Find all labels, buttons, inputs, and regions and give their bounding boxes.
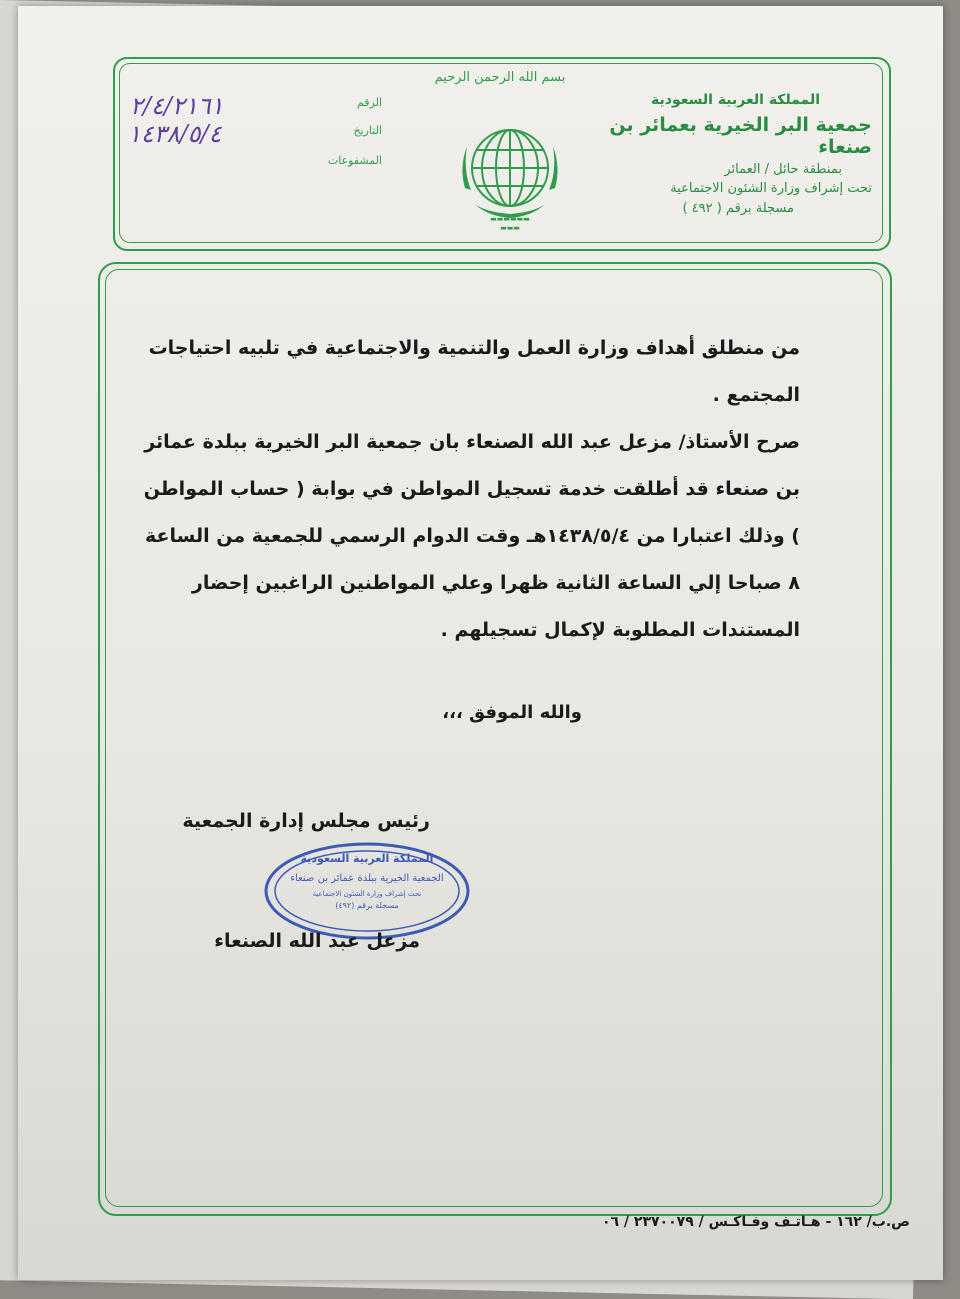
organization-supervision: تحت إشراف وزارة الشئون الاجتماعية — [670, 181, 872, 196]
organization-name: جمعية البر الخيرية بعمائر بن صنعاء — [609, 114, 872, 158]
signer-title: رئيس مجلس إدارة الجمعية — [182, 810, 430, 832]
ref-date-label: التاريخ — [353, 124, 382, 137]
organization-header — [592, 92, 872, 216]
organization-region: بمنطقة حائل / العمائر — [724, 162, 842, 177]
stamp-line-registration: مسجلة برقم (٤٩٢) — [335, 901, 399, 910]
letter-paragraph-announcement: صرح الأستاذ/ مزعل عبد الله الصنعاء بان جمعية البر الخيرية ببلدة عمائر بن صنعاء قد أطلقت خدمة تسجيل المواطن في بوابة ( حساب المواطن ) وذلك اعتبارا من ١٤٣٨/٥/٤هـ وقت الدوام الرسمي للجمعية من الساعة ٨ صباحا إلي الساعة الثانية ظهرا وعلي المواطنين الراغبين إحضار المستندات المطلوبة لإكمال تسجيلهم . — [143, 431, 800, 641]
stamp-text — [262, 852, 472, 910]
signer-name: مزعل عبد الله الصنعاء — [214, 930, 420, 952]
handwritten-ref-number: ٢/٤/٢١٦١ — [130, 92, 224, 120]
footer-contact: ص.ب/ ١٦٢ - هـاتـف وفـاكـس / ٢٣٧٠٠٧٩ / ٠٦ — [601, 1214, 910, 1230]
stamp-line-kingdom: المملكة العربية السعودية — [300, 852, 434, 865]
registration-number: مسجلة برقم ( ٤٩٢ ) — [682, 201, 794, 216]
handwritten-ref-date: ١٤٣٨/٥/٤ — [128, 120, 222, 148]
letter-body — [140, 325, 800, 654]
basmala: بسم الله الرحمن الرحيم — [434, 70, 566, 85]
stamp-line-supervision: تحت إشراف وزارة الشئون الاجتماعية — [312, 890, 422, 898]
stamp-line-organization: الجمعية الخيرية ببلدة عمائر بن صنعاء — [290, 873, 444, 884]
letter-closing: والله الموفق ،،، — [442, 702, 582, 723]
logo-caption-icon: ▬▬▬▬▬▬ ▬▬▬ — [490, 215, 530, 232]
ref-number-label: الرقم — [356, 96, 382, 109]
kingdom-line: المملكة العربية السعودية — [651, 92, 820, 108]
letter-paragraph-intro: من منطلق أهداف وزارة العمل والتنمية والاجتماعية في تلبيه احتياجات المجتمع . — [148, 337, 800, 406]
ref-attachments-label: المشفوعات — [327, 154, 382, 167]
